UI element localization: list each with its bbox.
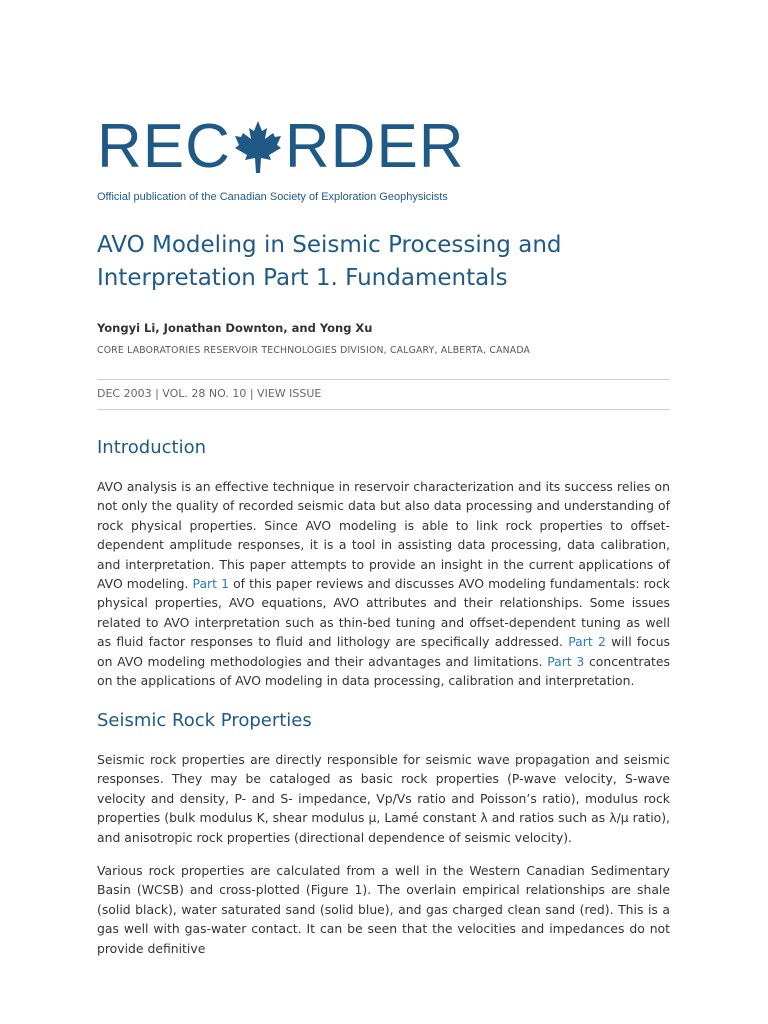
heading-seismic-rock-properties: Seismic Rock Properties (97, 710, 312, 731)
rock-paragraph-2: Various rock properties are calculated from a well in the Western Canadian Sedimentary Basin (WCSB) and cross-plotted (Figure 1). The overlain empirical relationships are shale (solid black), water saturated sand (solid blue), and gas charged clean sand (red). This is a gas well with gas-water contact. It can be seen that the velocities and impedances do not provide definitive (97, 863, 670, 956)
maple-leaf-icon (233, 119, 283, 175)
issue-separator: | (246, 387, 258, 400)
view-issue-link[interactable]: VIEW ISSUE (257, 387, 322, 400)
intro-text-2: of this paper reviews and discusses AVO modeling fundamentals: rock physical properties, AVO equations, AVO attributes and their relationships. Some issues related to AVO interpretation such as thin-bed tuning and offset-dependent tuning as well as fluid factor responses to fluid and lithology are specifically addressed. (97, 576, 670, 650)
heading-introduction: Introduction (97, 437, 207, 458)
logo-tagline: Official publication of the Canadian Society of Exploration Geophysicists (97, 191, 448, 203)
logo-wordmark (97, 112, 465, 181)
part3-link[interactable]: Part 3 (547, 653, 585, 669)
part1-link[interactable]: Part 1 (192, 576, 229, 592)
logo-text-after: RDER (284, 112, 465, 181)
article-authors: Yongyi Li, Jonathan Downton, and Yong Xu (97, 321, 373, 335)
rock-paragraph-1: Seismic rock properties are directly responsible for seismic wave propagation and seismic responses. They may be cataloged as basic rock properties (P-wave velocity, S-wave velocity and density, P- and S- impedance, Vp/Vs ratio and Poisson’s ratio), modulus rock properties (bulk modulus K, shear modulus μ, Lamé constant λ and ratios such as λ/μ ratio), and anisotropic rock properties (directional dependence of seismic velocity). (97, 752, 670, 845)
logo-text-before: REC (97, 112, 231, 181)
divider-bottom (97, 409, 670, 410)
article-title: AVO Modeling in Seismic Processing and Interpretation Part 1. Fundamentals (97, 232, 562, 291)
issue-volume: VOL. 28 NO. 10 (162, 387, 247, 400)
intro-text-4: concentrates on the applications of AVO modeling in data processing, calibration and interpretation. (97, 653, 670, 689)
intro-text-3: will focus on AVO modeling methodologies and their advantages and limitations. (97, 634, 670, 669)
issue-separator: | (151, 387, 163, 400)
issue-info (97, 387, 321, 400)
issue-date: DEC 2003 (97, 387, 152, 400)
recorder-logo[interactable] (97, 112, 465, 181)
article-affiliation: CORE LABORATORIES RESERVOIR TECHNOLOGIES DIVISION, CALGARY, ALBERTA, CANADA (97, 345, 531, 356)
divider-top (97, 379, 670, 380)
intro-paragraph (97, 477, 670, 690)
part2-link[interactable]: Part 2 (568, 634, 606, 650)
intro-text-1: AVO analysis is an effective technique in reservoir characterization and its success relies on not only the quality of recorded seismic data but also data processing and understanding of rock physical properties. Since AVO modeling is able to link rock properties to offset-dependent amplitude responses, it is a tool in assisting data processing, data calibration, and interpretation. This paper attempts to provide an insight in the current applications of AVO modeling. (97, 479, 670, 592)
